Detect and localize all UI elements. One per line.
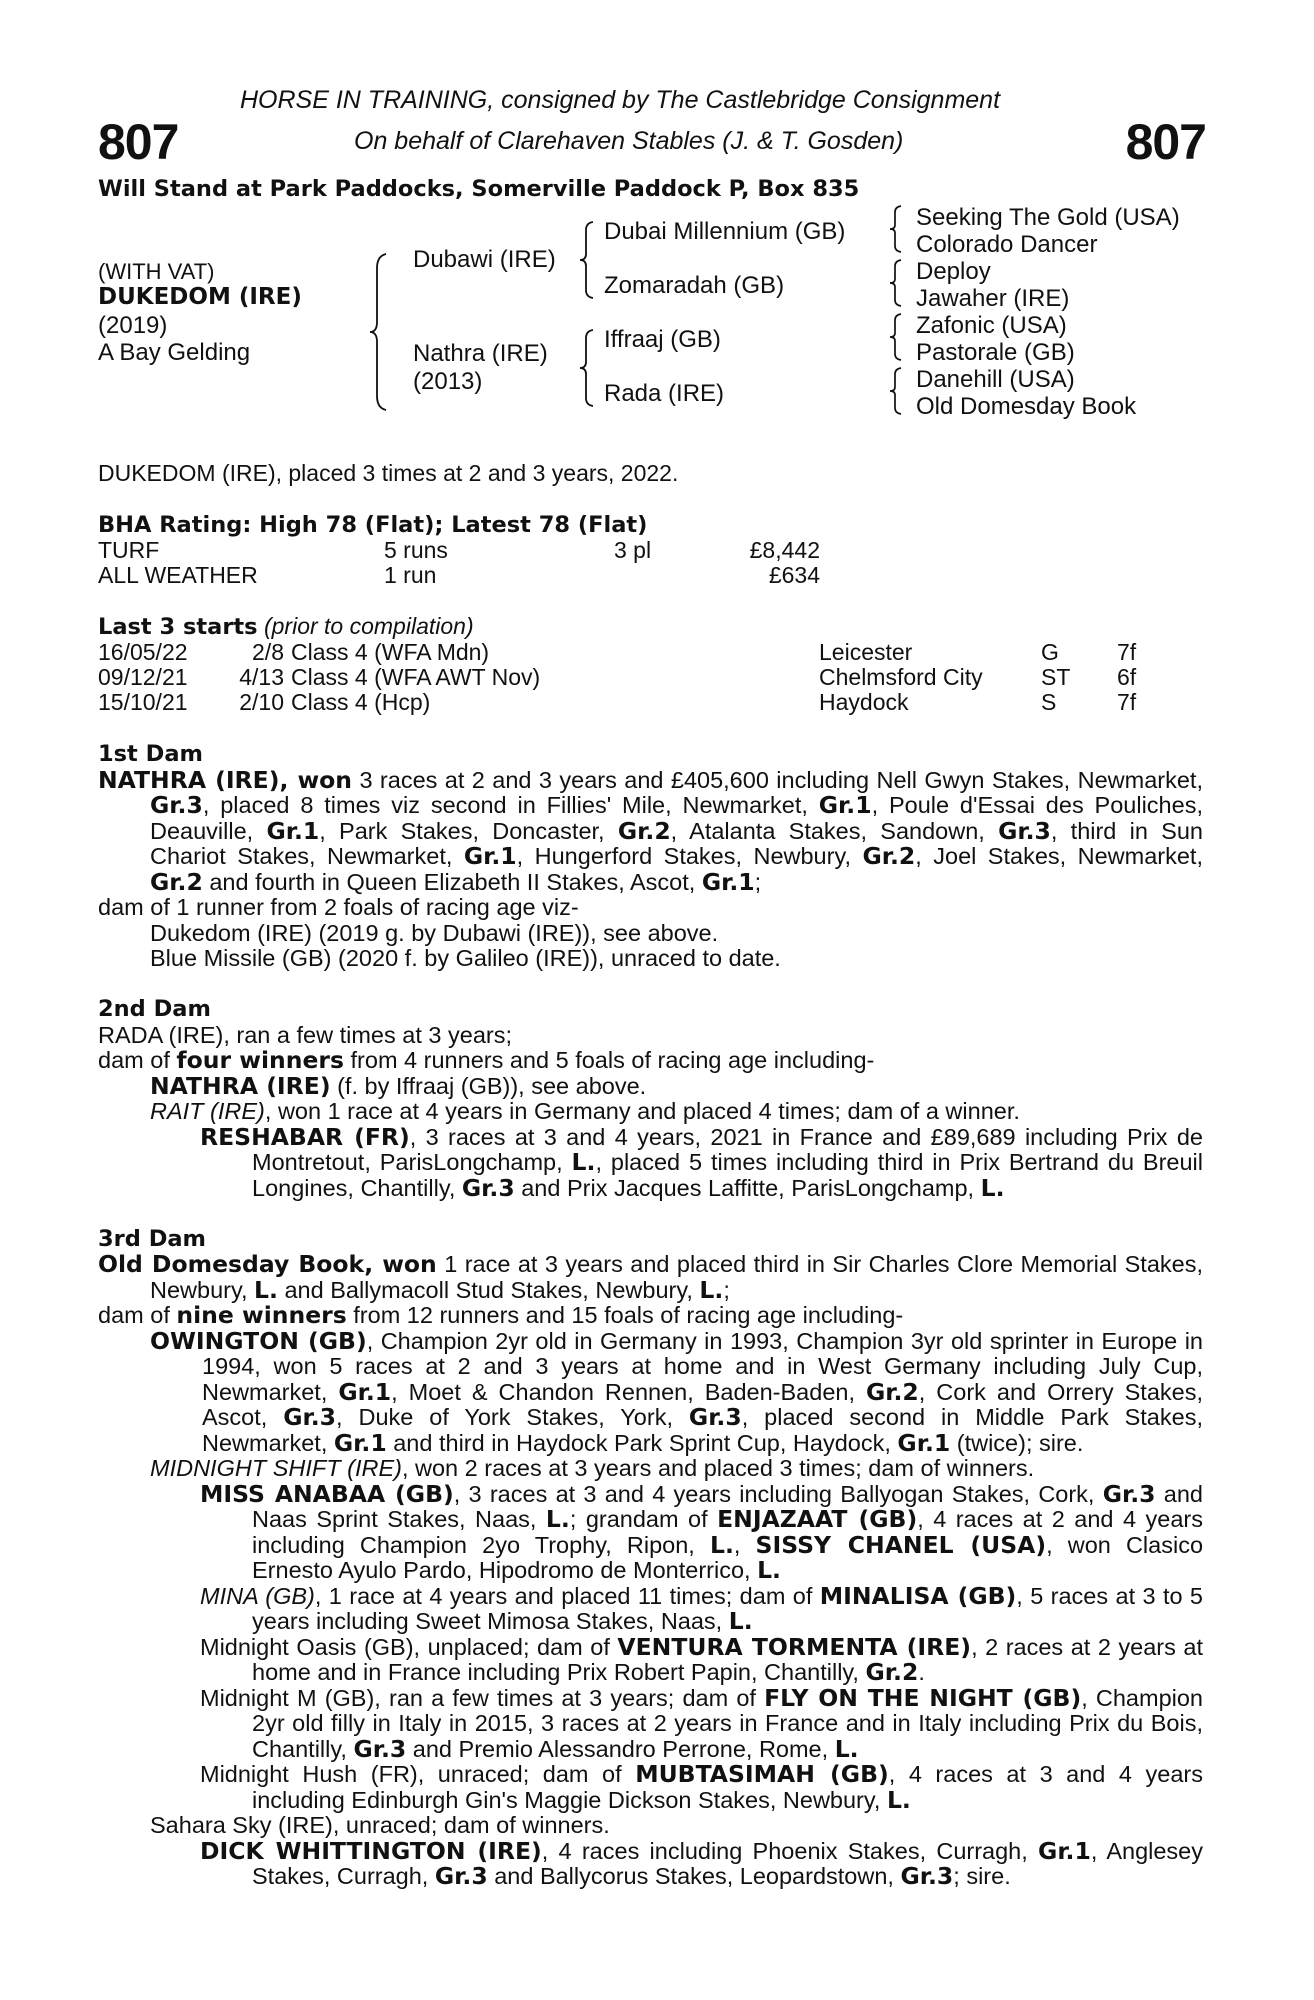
first-dam-foal-2: Blue Missile (GB) (2020 f. by Galileo (IRE)), unraced to date. <box>150 945 781 971</box>
consignment-line: HORSE IN TRAINING, consigned by The Castlebridge Consignment <box>240 86 1001 114</box>
lot-number-right: 807 <box>1125 114 1206 170</box>
sire-sire: Dubai Millennium (GB) <box>604 218 846 245</box>
start-2-pos: 4/13 <box>239 664 284 690</box>
second-dam-entry-nathra: NATHRA (IRE) (f. by Iffraaj (GB)), see above. <box>150 1071 647 1100</box>
start-2-dist: 6f <box>1117 664 1137 690</box>
rating-row-aw-earnings: £634 <box>768 562 820 588</box>
location-line: Will Stand at Park Paddocks, Somerville Paddock P, Box 835 <box>98 176 860 202</box>
third-dam-entry-owington: OWINGTON (GB), Champion 2yr old in Germany in 1993, Champion 3yr old sprinter in Europe in 1994, won 5 races at 2 and 3 years at home and in West Germany including July Cup, Newmarket, Gr.1, Moet & Chandon Rennen, Baden-Baden, Gr.2, Cork and Orrery Stakes, Ascot, Gr.3, Duke of York Stakes, York, Gr.3, placed second in Middle Park Stakes, Newmarket, Gr.1 and third in Haydock Park Sprint Cup, Haydock, Gr.1 (twice); sire. <box>150 1326 1203 1457</box>
rating-row-turf-surface: TURF <box>98 537 160 563</box>
rating-row-turf-runs: 5 runs <box>384 537 448 563</box>
first-dam-paragraph: NATHRA (IRE), won 3 races at 2 and 3 years and £405,600 including Nell Gwyn Stakes, Newmarket, Gr.3, placed 8 times viz second in Fillies' Mile, Newmarket, Gr.1, Poule d'Essai des Pouliches, Deauville, Gr.1, Park Stakes, Doncaster, Gr.2, Atalanta Stakes, Sandown, Gr.3, third in Sun Chariot Stakes, Newmarket, Gr.1, Hungerford Stakes, Newbury, Gr.2, Joel Stakes, Newmarket, Gr.2 and fourth in Queen Elizabeth II Stakes, Ascot, Gr.1; <box>98 765 1203 896</box>
second-dam-line: RADA (IRE), ran a few times at 3 years; <box>98 1021 512 1048</box>
first-dam-heading: 1st Dam <box>98 741 203 767</box>
start-3-course: Haydock <box>819 689 909 715</box>
third-dam-entry-sahara-sky: Sahara Sky (IRE), unraced; dam of winners. <box>150 1812 610 1838</box>
third-dam-entry-mina: MINA (GB), 1 race at 4 years and placed 11 times; dam of MINALISA (GB), 5 races at 3 to 5 years including Sweet Mimosa Stakes, Naas, L. <box>200 1581 1203 1635</box>
start-1-course: Leicester <box>819 639 913 665</box>
rating-row-turf-earnings: £8,442 <box>749 537 820 563</box>
start-2-going: ST <box>1041 664 1071 690</box>
lot-number-left: 807 <box>98 114 179 170</box>
ggen-7: Danehill (USA) <box>916 366 1075 393</box>
start-3-going: S <box>1041 689 1057 715</box>
horse-name: DUKEDOM (IRE) <box>98 284 302 310</box>
sire-brace <box>578 220 596 300</box>
g-brace-4 <box>888 366 904 416</box>
start-3-race: Class 4 (Hcp) <box>291 689 431 715</box>
g-brace-3 <box>888 312 904 362</box>
third-dam-entry-midnight-hush: Midnight Hush (FR), unraced; dam of MUBTASIMAH (GB), 4 races at 3 and 4 years including Edinburgh Gin's Maggie Dickson Stakes, Newbury, L. <box>200 1760 1203 1814</box>
rating-row-turf-placed: 3 pl <box>614 537 652 563</box>
start-2-race: Class 4 (WFA AWT Nov) <box>291 664 541 690</box>
first-dam-foals: dam of 1 runner from 2 foals of racing age viz- <box>98 894 579 920</box>
ggen-3: Deploy <box>916 258 991 285</box>
ggen-4: Jawaher (IRE) <box>916 285 1070 312</box>
start-3-pos: 2/10 <box>239 689 284 715</box>
dam-year: (2013) <box>413 368 483 395</box>
start-1-going: G <box>1041 639 1059 665</box>
third-dam-entry-midnight-oasis: Midnight Oasis (GB), unplaced; dam of VENTURA TORMENTA (IRE), 2 races at 2 years at home and in France including Prix Robert Papin, Chantilly, Gr.2. <box>200 1632 1204 1686</box>
start-3-date: 15/10/21 <box>98 689 188 715</box>
dam-dam: Rada (IRE) <box>604 380 725 407</box>
rating-row-aw-runs: 1 run <box>384 562 437 588</box>
dam-brace <box>578 328 596 408</box>
second-dam-heading: 2nd Dam <box>98 996 211 1022</box>
ggen-1: Seeking The Gold (USA) <box>916 204 1180 231</box>
g-brace-2 <box>888 258 904 308</box>
start-2-course: Chelmsford City <box>819 664 983 690</box>
start-1-date: 16/05/22 <box>98 639 188 665</box>
rating-row-aw-surface: ALL WEATHER <box>98 562 258 588</box>
dam-name: Nathra (IRE) <box>413 340 548 367</box>
third-dam-foals: dam of nine winners from 12 runners and 15 foals of racing age including- <box>98 1301 904 1329</box>
third-dam-entry-dick-whittington: DICK WHITTINGTON (IRE), 4 races including Phoenix Stakes, Curragh, Gr.1, Anglesey Stakes, Curragh, Gr.3 and Ballycorus Stakes, Leopardstown, Gr.3; sire. <box>200 1836 1203 1890</box>
sire-dam: Zomaradah (GB) <box>604 272 785 299</box>
horse-description: A Bay Gelding <box>98 339 251 366</box>
ggen-8: Old Domesday Book <box>916 393 1137 420</box>
behalf-line: On behalf of Clarehaven Stables (J. & T. Gosden) <box>354 127 904 155</box>
dam-sire: Iffraaj (GB) <box>604 326 721 353</box>
last-starts-note: (prior to compilation) <box>263 613 474 639</box>
ggen-5: Zafonic (USA) <box>916 312 1067 339</box>
rating-title: BHA Rating: High 78 (Flat); Latest 78 (Flat) <box>98 512 648 538</box>
last-starts-title: Last 3 starts <box>98 614 258 640</box>
ggen-2: Colorado Dancer <box>916 231 1098 258</box>
first-dam-foal-1: Dukedom (IRE) (2019 g. by Dubawi (IRE)), see above. <box>150 919 719 946</box>
family-text <box>98 742 1203 1890</box>
third-dam-entry-midnight-shift: MIDNIGHT SHIFT (IRE), won 2 races at 3 years and placed 3 times; dam of winners. <box>150 1455 1035 1481</box>
sire-name: Dubawi (IRE) <box>413 246 556 273</box>
third-dam-paragraph: Old Domesday Book, won 1 race at 3 years and placed third in Sir Charles Clore Memorial Stakes, Newbury, L. and Ballymacoll Stud Stakes, Newbury, L.; <box>98 1250 1203 1304</box>
pedigree-main-brace <box>368 252 390 412</box>
g-brace-1 <box>888 204 904 254</box>
second-dam-entry-reshabar: RESHABAR (FR), 3 races at 3 and 4 years, 2021 in France and £89,689 including Prix de Montretout, ParisLongchamp, L., placed 5 times including third in Prix Bertrand du Breuil Longines, Chantilly, Gr.3 and Prix Jacques Laffitte, ParisLongchamp, L. <box>200 1122 1203 1202</box>
third-dam-heading: 3rd Dam <box>98 1225 206 1252</box>
last-starts-heading <box>98 615 474 639</box>
start-3-dist: 7f <box>1117 689 1137 715</box>
vat-label: (WITH VAT) <box>98 259 215 284</box>
start-1-pos: 2/8 <box>252 639 284 665</box>
start-1-race: Class 4 (WFA Mdn) <box>291 639 490 665</box>
third-dam-entry-midnight-m: Midnight M (GB), ran a few times at 3 years; dam of FLY ON THE NIGHT (GB), Champion 2yr old filly in Italy in 2015, 3 races at 2 years in France and in Italy including Prix du Bois, Chantilly, Gr.3 and Premio Alessandro Perrone, Rome, L. <box>200 1683 1204 1763</box>
third-dam-entry-miss-anabaa: MISS ANABAA (GB), 3 races at 3 and 4 years including Ballyogan Stakes, Cork, Gr.3 and Naas Sprint Stakes, Naas, L.; grandam of ENJAZAAT (GB), 4 races at 2 and 4 years including Champion 2yo Trophy, Ripon, L., SISSY CHANEL (USA), won Clasico Ernesto Ayulo Pardo, Hipodromo de Monterrico, L. <box>200 1479 1204 1584</box>
second-dam-entry-rait: RAIT (IRE), won 1 race at 4 years in Germany and placed 4 times; dam of a winner. <box>150 1098 1020 1124</box>
start-1-dist: 7f <box>1117 639 1137 665</box>
ggen-6: Pastorale (GB) <box>916 339 1075 366</box>
start-2-date: 09/12/21 <box>98 664 188 690</box>
second-dam-foals: dam of four winners from 4 runners and 5 foals of racing age including- <box>98 1046 875 1074</box>
race-summary: DUKEDOM (IRE), placed 3 times at 2 and 3 years, 2022. <box>98 460 679 486</box>
foaling-year: (2019) <box>98 312 168 339</box>
